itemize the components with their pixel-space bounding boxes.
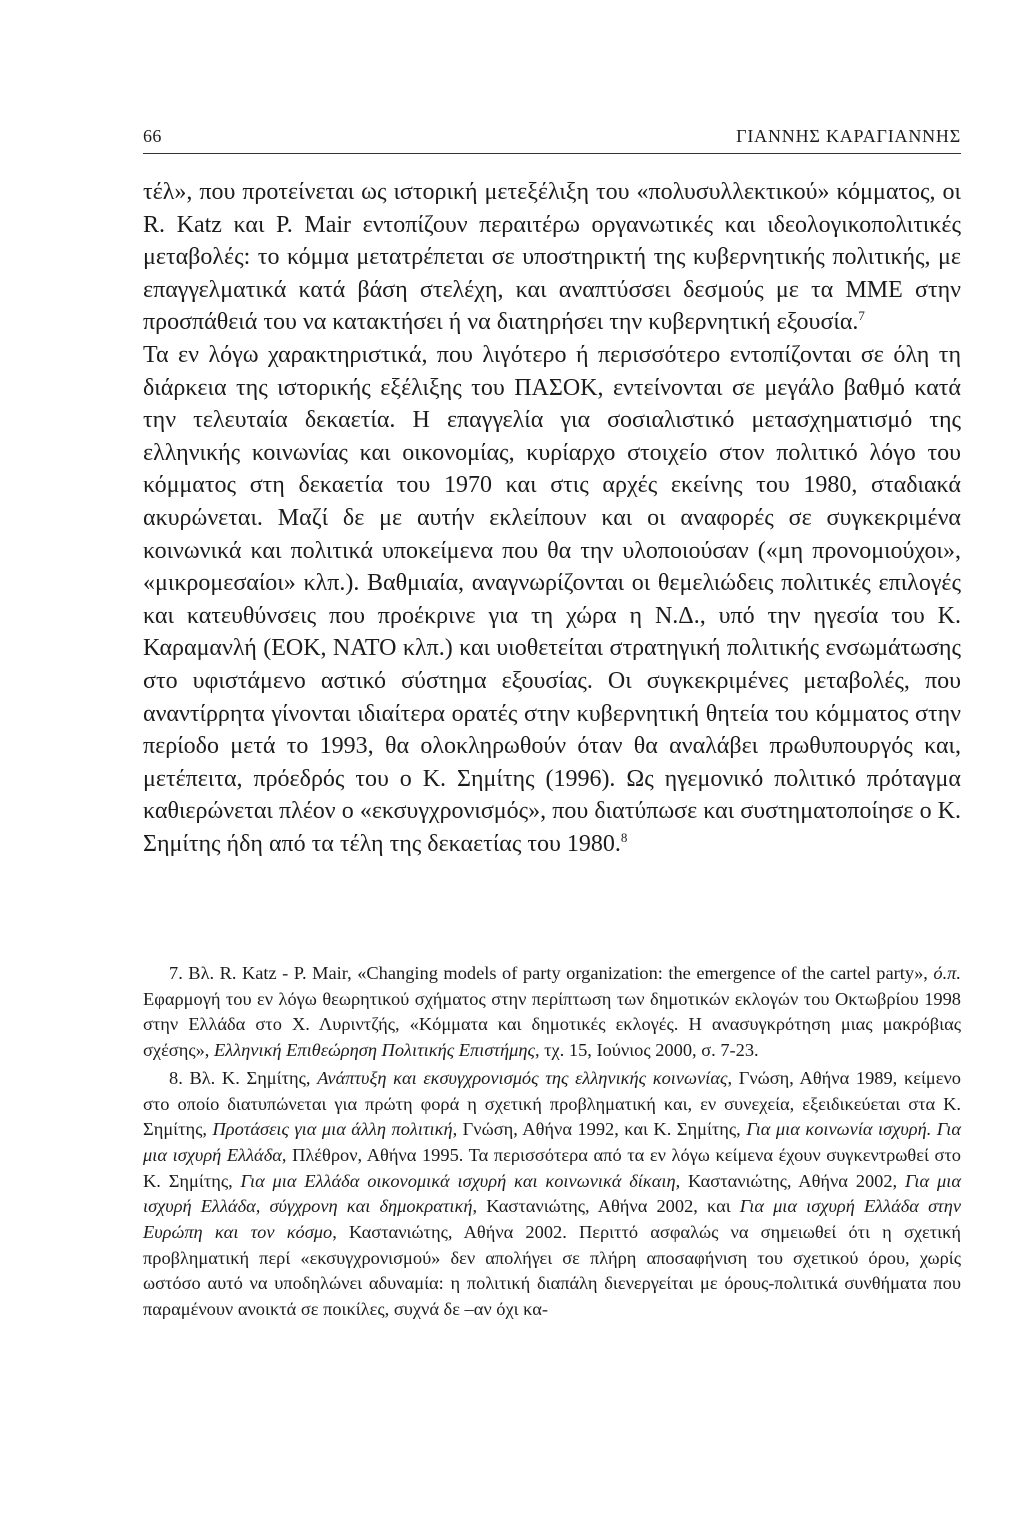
footnote-ref-8: 8 — [620, 829, 628, 845]
footnote-8: 8. Βλ. Κ. Σημίτης, Ανάπτυξη και εκσυγχρονισμός της ελληνικής κοινωνίας, Γνώση, Αθήνα 1989, κείμενο στο οποίο διατυπώνεται για πρώτη φορά η σχετική προβληματική και, εν συνεχεία, εξειδικεύεται στα Κ. Σημίτης, Προτάσεις για μια άλλη πολιτική, Γνώση, Αθήνα 1992, και Κ. Σημίτης, Για μια κοινωνία ισχυρή. Για μια ισχυρή Ελλάδα, Πλέθρον, Αθήνα 1995. Τα περισσότερα από τα εν λόγω κείμενα έχουν συγκεντρωθεί στο Κ. Σημίτης, Για μια Ελλάδα οικονομικά ισχυρή και κοινωνικά δίκαιη, Καστανιώτης, Αθήνα 2002, Για μια ισχυρή Ελλάδα, σύγχρονη και δημοκρατική, Καστανιώτης, Αθήνα 2002, και Για μια ισχυρή Ελλάδα στην Ευρώπη και τον κόσμο, Καστανιώτης, Αθήνα 2002. Περιττό ασφαλώς να σημειωθεί ότι η σχετική προβληματική περί «εκσυγχρονισμού» δεν απολήγει σε πλήρη αποσαφήνιση του σχετικού όρου, χωρίς ωστόσο αυτό να υποδηλώνει αδυναμία: η πολιτική διαπάλη διενεργείται με όρους-πολιτικά συνθήματα που παραμένουν ανοικτά σε ποικίλες, συχνά δε –αν όχι κα- — [143, 1067, 962, 1320]
running-title: ΓΙΑΝΝΗΣ ΚΑΡΑΓΙΑΝΝΗΣ — [736, 126, 961, 146]
footnotes — [143, 961, 961, 1323]
footnote-7: 7. Βλ. R. Katz - P. Mair, «Changing models of party organization: the emergence of the cartel party», ό.π. Εφαρμογή του εν λόγω θεωρητικού σχήματος στην περίπτωση των δημοτικών εκλογών του Οκτωβρίου 1998 στην Ελλάδα στο Χ. Λυριντζής, «Κόμματα και δημοτικές εκλογές. Η ανασυγκρότηση μιας μακρόβιας σχέσης», Ελληνική Επιθεώρηση Πολιτικής Επιστήμης, τχ. 15, Ιούνιος 2000, σ. 7-23. — [143, 963, 961, 1061]
main-text — [143, 176, 961, 860]
page-number: 66 — [143, 126, 162, 146]
footnote-ref-7: 7 — [858, 308, 865, 324]
paragraph-1: τέλ», που προτείνεται ως ιστορική μετεξέλιξη του «πολυσυλλεκτικού» κόμματος, οι R. Katz και P. Mair εντοπίζουν περαιτέρω οργανωτικές και ιδεολογικοπολιτικές μεταβολές: το κόμμα μετατρέπεται σε υποστηρικτή της κυβερνητικής πολιτικής, με επαγγελματικά κατά βάση στελέχη, και αναπτύσσει δεσμούς με τα ΜΜΕ στην προσπάθειά του να κατακτήσει ή να διατηρήσει την κυβερνητική εξουσία.$^7$ — [143, 179, 961, 336]
header-rule — [143, 153, 961, 154]
paragraph-2: Τα εν λόγω χαρακτηριστικά, που λιγότερο ή περισσότερο εντοπίζονται σε όλη τη διάρκεια της ιστορικής εξέλιξης του ΠΑΣΟΚ, εντείνονται σε μεγάλο βαθμό κατά την τελευταία δεκαετία. Η επαγγελία για σοσιαλιστικό μετασχηματισμό της ελληνικής κοινωνίας και οικονομίας, κυρίαρχο στοιχείο στον πολιτικό λόγο του κόμματος στη δεκαετία του 1970 και στις αρχές εκείνης του 1980, σταδιακά ακυρώνεται. Μαζί δε με αυτήν εκλείπουν και οι αναφορές σε συγκεκριμένα κοινωνικά και πολιτικά υποκείμενα που θα την υλοποιούσαν («μη προνομιούχοι», «μικρομεσαίοι» κλπ.). Βαθμιαία, αναγνωρίζονται οι θεμελιώδεις πολιτικές επιλογές και κατευθύνσεις που προέκρινε για τη χώρα η Ν.Δ., υπό την ηγεσία του Κ. Καραμανλή (ΕΟΚ, ΝΑΤΟ κλπ.) και υιοθετείται στρατηγική πολιτικής ενσωμάτωσης στο υφιστάμενο αστικό σύστημα εξουσίας. Οι συγκεκριμένες μεταβολές, που αναντίρρητα γίνονται ιδιαίτερα ορατές στην κυβερνητική θητεία του κόμματος στην περίοδο μετά το 1993, θα ολοκληρωθούν όταν θα αναλάβει πρωθυπουργός και, μετέπειτα, πρόεδρός του ο Κ. Σημίτης (1996). Ως ηγεμονικό πολιτικό πρόταγμα καθιερώνεται πλέον ο «εκσυγχρονισμός», που διατύπωσε και συστηματοποίησε ο Κ. Σημίτης ήδη από τα τέλη της δεκαετίας του 1980.$^8$ — [143, 341, 961, 857]
